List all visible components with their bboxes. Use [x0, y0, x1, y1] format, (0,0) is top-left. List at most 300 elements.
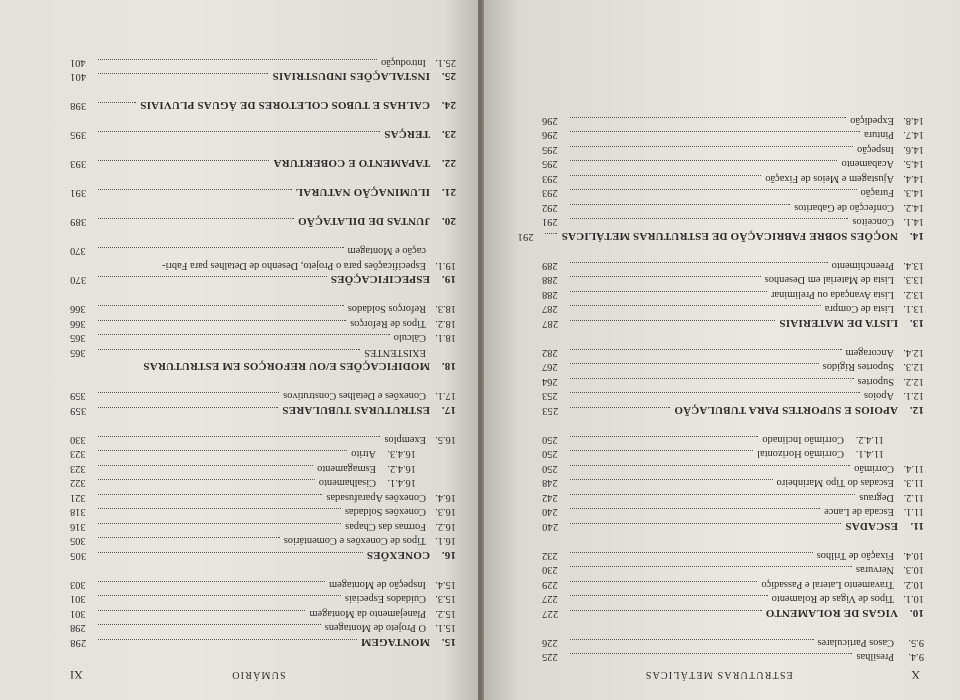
toc-entry-title: Conexões Aparafusadas: [326, 492, 426, 503]
left-toc-list: [517, 25, 924, 665]
dot-leader: [570, 262, 828, 264]
toc-entry-title: Cuidados Especiais: [344, 593, 426, 605]
toc-entry: [70, 317, 456, 332]
toc-entry-number: 16.5.: [435, 434, 456, 445]
toc-entry-number: 16.1.: [435, 535, 456, 547]
toc-entry-page: 389: [70, 216, 87, 228]
right-page-header: [70, 667, 458, 683]
toc-entry-page: 229: [542, 579, 558, 590]
toc-entry-number: 9.5.: [908, 637, 924, 648]
toc-entry-number: 10.4.: [903, 550, 924, 561]
toc-entry: [70, 578, 456, 593]
toc-entry: [70, 390, 456, 405]
toc-entry-page: 323: [70, 463, 86, 474]
toc-entry: [70, 462, 456, 477]
toc-entry-title: Acabamento: [841, 158, 894, 170]
toc-entry-title: ESCADAS: [845, 520, 898, 532]
toc-entry-title: Degraus: [859, 492, 894, 503]
toc-entry-page: 232: [542, 550, 558, 561]
toc-entry-number: 13.2.: [903, 289, 924, 300]
toc-entry-number: 14.8.: [903, 115, 924, 126]
toc-entry-title: Corrimão Inclinado: [762, 434, 844, 445]
toc-entry-title: Inspeção de Montagem: [329, 579, 426, 590]
toc-entry-page: 293: [542, 173, 558, 184]
right-toc-list: [70, 25, 456, 665]
toc-entry-number: 15.: [441, 636, 456, 648]
toc-entry-number: 18.1.: [435, 332, 456, 344]
toc-entry-number: 13.4.: [903, 260, 924, 271]
toc-entry: [542, 158, 924, 173]
toc-entry: [542, 477, 924, 492]
dot-leader: [98, 552, 363, 554]
toc-entry-title: Inspeção: [857, 144, 894, 155]
dot-leader: [570, 610, 762, 612]
toc-entry: [542, 462, 924, 477]
toc-chapter-entry: [542, 317, 924, 332]
toc-entry-page: 391: [70, 187, 87, 199]
dot-leader: [98, 248, 344, 250]
toc-entry-title: EXISTENTES: [364, 347, 426, 358]
toc-entry: [542, 143, 924, 158]
dot-leader: [570, 132, 860, 134]
toc-entry: [70, 607, 456, 622]
dot-leader: [570, 581, 757, 583]
dot-leader: [98, 262, 158, 263]
dot-leader: [570, 320, 775, 322]
dot-leader: [570, 393, 860, 395]
toc-entry-title: Cálculo: [393, 332, 426, 344]
toc-entry-number: 24.: [441, 99, 456, 112]
toc-entry-page: 227: [542, 608, 559, 619]
dot-leader: [570, 364, 819, 366]
toc-entry-number: 25.1.: [435, 57, 456, 68]
left-page-number: X: [911, 668, 920, 683]
toc-entry-title: Atrito: [351, 448, 376, 460]
toc-entry-title: cação e Montagem: [347, 245, 426, 257]
dot-leader: [570, 494, 855, 496]
dot-leader: [98, 480, 315, 482]
toc-entry-page: 366: [70, 318, 86, 329]
toc-entry-title: Ancoragem: [845, 347, 894, 358]
dot-leader: [570, 175, 761, 177]
toc-entry-page: 301: [70, 608, 86, 619]
toc-entry-title: Nervuras: [855, 564, 894, 576]
toc-entry-number: 16.2.: [435, 521, 456, 532]
toc-entry-title: Lista de Material em Desenhos: [764, 274, 894, 286]
toc-entry-page: 291: [542, 216, 558, 228]
dot-leader: [570, 480, 773, 482]
toc-entry-page: 398: [70, 100, 87, 112]
toc-entry-page: 230: [542, 564, 558, 576]
toc-entry-title: Travamento Lateral e Passadiço: [761, 579, 894, 590]
toc-entry-page: 296: [542, 115, 558, 126]
toc-entry-page: 322: [70, 477, 86, 489]
toc-entry-page: 323: [70, 448, 86, 460]
toc-entry: [542, 201, 924, 216]
toc-entry-number: 16.4.2.: [387, 463, 416, 474]
toc-entry: [542, 390, 924, 405]
toc-entry-number: 17.1.: [435, 390, 456, 402]
toc-entry-page: 296: [542, 129, 558, 141]
dot-leader: [570, 291, 767, 293]
dot-leader: [545, 233, 557, 235]
toc-entry-title: Conexões e Detalhes Construtivos: [283, 390, 426, 402]
toc-entry-number: 21.: [441, 186, 456, 199]
left-page: [482, 0, 960, 700]
toc-entry-page: 250: [542, 434, 558, 445]
toc-entry-title: Corrimão Horizontal: [757, 448, 844, 460]
toc-entry-page: 303: [70, 579, 86, 590]
toc-chapter-entry: [542, 520, 924, 535]
toc-chapter-entry: [70, 71, 456, 86]
toc-entry-page: 242: [542, 492, 558, 503]
toc-chapter-entry: [517, 230, 924, 245]
toc-entry-number: 14.2.: [903, 202, 924, 213]
toc-entry-number: 10.: [909, 607, 924, 619]
toc-entry-page: 240: [542, 521, 559, 532]
dot-leader: [98, 219, 294, 221]
toc-entry: [70, 622, 456, 637]
toc-entry-title: Reforços Soldados: [347, 303, 426, 315]
toc-entry-page: 293: [542, 187, 558, 199]
toc-entry-title: Exemplos: [384, 434, 426, 445]
toc-entry-title: TAPAMENTO E COBERTURA: [273, 157, 430, 170]
dot-leader: [98, 59, 377, 61]
toc-chapter-entry: [70, 636, 456, 651]
toc-entry-title: Esmagamento: [317, 463, 376, 474]
toc-entry-number: 19.: [441, 273, 456, 286]
toc-entry-page: 316: [70, 521, 86, 532]
dot-leader: [98, 320, 346, 322]
toc-entry: [70, 245, 456, 260]
toc-entry-page: 253: [542, 390, 558, 402]
toc-entry-page: 226: [542, 637, 558, 648]
toc-entry-title: Suportes Rígidos: [822, 361, 894, 373]
dot-leader: [570, 654, 852, 656]
toc-entry-title: ILUMINAÇÃO NATURAL: [295, 186, 430, 199]
toc-entry-title: Cisalhamento: [318, 477, 376, 489]
toc-entry-page: 295: [542, 144, 558, 155]
dot-leader: [98, 625, 321, 627]
toc-entry: [542, 346, 924, 361]
toc-entry: [542, 129, 924, 144]
toc-chapter-entry: [542, 607, 924, 622]
toc-entry-number: 11.3.: [903, 477, 924, 489]
toc-entry-page: 330: [70, 434, 86, 445]
toc-entry-title: CONEXÕES: [366, 549, 430, 561]
left-running-title: ESTRUTURAS METÁLICAS: [644, 669, 793, 681]
toc-chapter-entry: [70, 404, 456, 419]
toc-chapter-entry: [70, 129, 456, 144]
toc-entry-page: 250: [542, 448, 558, 460]
toc-entry-title: Especificações para o Projeto, Desenho de Detalhes para Fabri-: [162, 260, 426, 271]
dot-leader: [570, 190, 857, 192]
toc-entry: [542, 375, 924, 390]
toc-entry-number: 19.1.: [435, 260, 456, 271]
dot-leader: [570, 436, 758, 438]
toc-entry-number: 25.: [441, 70, 456, 83]
toc-entry-page: 288: [542, 289, 558, 300]
toc-entry-page: 370: [70, 274, 87, 286]
dot-leader: [98, 132, 380, 134]
dot-leader: [98, 465, 313, 467]
toc-chapter-entry: [70, 361, 456, 376]
toc-entry: [542, 578, 924, 593]
dot-leader: [570, 117, 846, 119]
toc-entry-number: 13.3.: [903, 274, 924, 286]
toc-entry: [542, 506, 924, 521]
toc-entry: [542, 303, 924, 318]
toc-entry: [70, 433, 456, 448]
toc-entry-title: Lista de Compra: [824, 303, 894, 315]
toc-entry: [542, 651, 924, 666]
toc-entry-page: 321: [70, 492, 86, 503]
toc-entry-number: 11.4.: [903, 463, 924, 474]
dot-leader: [570, 146, 853, 148]
dot-leader: [570, 219, 848, 221]
toc-entry-title: Furação: [860, 187, 894, 199]
toc-entry: [70, 448, 456, 463]
toc-entry-title: Tipos de Reforços: [350, 318, 426, 329]
toc-entry-number: 12.1.: [903, 390, 924, 402]
toc-entry-title: Expedição: [850, 115, 894, 126]
toc-entry-number: 16.4.: [435, 492, 456, 503]
toc-entry: [542, 187, 924, 202]
dot-leader: [98, 581, 325, 583]
toc-entry: [70, 477, 456, 492]
toc-entry-number: 12.: [909, 404, 924, 416]
toc-entry-number: 18.2.: [435, 318, 456, 329]
dot-leader: [570, 349, 842, 351]
toc-entry-title: Apoios: [863, 390, 894, 402]
toc-entry-number: 14.6.: [903, 144, 924, 155]
toc-entry-page: 305: [70, 535, 86, 547]
dot-leader: [570, 509, 820, 511]
dot-leader: [98, 596, 341, 598]
toc-entry: [542, 549, 924, 564]
toc-chapter-entry: [542, 404, 924, 419]
toc-entry: [542, 448, 924, 463]
toc-entry-title: Tipos de Conexões e Comentários: [283, 535, 426, 547]
dot-leader: [98, 364, 139, 365]
toc-entry: [542, 433, 924, 448]
toc-entry-page: 298: [70, 637, 87, 648]
toc-entry-page: 248: [542, 477, 558, 489]
toc-entry-number: 14.5.: [903, 158, 924, 170]
dot-leader: [98, 190, 292, 192]
toc-entry-number: 12.3.: [903, 361, 924, 373]
toc-entry: [70, 303, 456, 318]
toc-entry-page: 359: [70, 405, 87, 416]
toc-entry-number: 22.: [441, 157, 456, 170]
toc-entry-title: Escadas do Tipo Marinheiro: [776, 477, 894, 489]
dot-leader: [98, 494, 322, 496]
toc-entry-title: JUNTAS DE DILATAÇÃO: [297, 215, 430, 228]
toc-entry-page: 305: [70, 550, 87, 561]
toc-chapter-entry: [70, 158, 456, 173]
toc-entry-page: 287: [542, 303, 558, 315]
toc-entry: [542, 361, 924, 376]
toc-entry: [70, 506, 456, 521]
toc-entry-number: 13.1.: [903, 303, 924, 315]
toc-entry-page: 318: [70, 506, 86, 518]
toc-entry-number: 9.4.: [908, 651, 924, 663]
toc-entry-title: Suportes: [857, 376, 894, 387]
dot-leader: [570, 407, 670, 409]
toc-entry-number: 15.2.: [435, 608, 456, 619]
toc-entry-title: Fixação de Trilhos: [816, 550, 894, 561]
toc-entry: [542, 593, 924, 608]
toc-entry-page: 240: [542, 506, 558, 518]
toc-entry-number: 23.: [441, 128, 456, 141]
toc-entry-page: 292: [542, 202, 558, 213]
toc-entry-page: 225: [542, 651, 558, 663]
toc-entry-number: 17.: [441, 404, 456, 416]
toc-entry: [70, 520, 456, 535]
toc-entry-page: 250: [542, 463, 558, 474]
toc-entry-title: INSTALAÇÕES INDUSTRIAIS: [272, 70, 430, 83]
toc-entry-page: 267: [542, 361, 558, 373]
toc-entry-number: 15.3.: [435, 593, 456, 605]
toc-chapter-entry: [70, 100, 456, 115]
toc-entry-title: Introdução: [380, 57, 426, 68]
toc-entry-title: Lista Avançada ou Preliminar: [770, 289, 894, 300]
toc-entry-number: 14.3.: [903, 187, 924, 199]
toc-entry-page: 393: [70, 158, 87, 170]
dot-leader: [98, 523, 341, 525]
toc-entry-number: 20.: [441, 215, 456, 228]
toc-entry-number: 11.4.1.: [855, 448, 884, 460]
toc-entry: [70, 535, 456, 550]
dot-leader: [570, 567, 852, 569]
toc-entry-title: Planejamento da Montagem: [309, 608, 426, 619]
toc-chapter-entry: [70, 187, 456, 202]
toc-entry: [70, 259, 456, 274]
toc-entry-page: 365: [70, 347, 86, 358]
toc-entry-number: 14.: [909, 230, 924, 242]
toc-entry-number: 12.4.: [903, 347, 924, 358]
toc-entry-page: 301: [70, 593, 86, 605]
toc-entry: [542, 274, 924, 289]
toc-entry-title: Confecção de Gabaritos: [794, 202, 894, 213]
dot-leader: [570, 277, 761, 279]
toc-entry-number: 14.7.: [903, 129, 924, 141]
toc-entry: [70, 491, 456, 506]
toc-entry-number: 10.3.: [903, 564, 924, 576]
toc-chapter-entry: [70, 549, 456, 564]
toc-entry-number: 16.4.1.: [387, 477, 416, 489]
toc-entry-title: ESTRUTURAS TUBULARES: [282, 404, 430, 416]
dot-leader: [570, 465, 850, 467]
dot-leader: [98, 393, 279, 395]
dot-leader: [98, 451, 347, 453]
toc-entry-number: 14.1.: [903, 216, 924, 228]
toc-entry-page: 264: [542, 376, 558, 387]
dot-leader: [570, 639, 814, 641]
toc-entry-title: O Projeto de Montagens: [324, 622, 426, 634]
toc-entry-number: 10.1.: [903, 593, 924, 605]
toc-entry-title: Casos Particulares: [817, 637, 894, 648]
toc-entry-page: 289: [542, 260, 558, 271]
toc-entry: [542, 216, 924, 231]
toc-entry-title: Tipos de Vigas de Rolamento: [771, 593, 894, 605]
toc-entry-number: 16.3.: [435, 506, 456, 518]
dot-leader: [570, 378, 854, 380]
dot-leader: [98, 538, 280, 540]
dot-leader: [98, 639, 357, 641]
toc-entry-page: 288: [542, 274, 558, 286]
dot-leader: [98, 306, 344, 308]
toc-entry-title: MODIFICAÇÕES E/OU REFORÇOS EM ESTRUTURAS: [143, 360, 430, 373]
toc-entry-title: VIGAS DE ROLAMENTO: [765, 607, 898, 619]
toc-entry: [542, 114, 924, 129]
toc-entry-title: ESPECIFICAÇÕES: [330, 273, 430, 286]
dot-leader: [570, 204, 790, 206]
dot-leader: [98, 103, 136, 105]
toc-entry: [542, 288, 924, 303]
toc-entry-title: Ajustagem e Meios de Fixação: [765, 173, 894, 184]
toc-entry-page: 282: [542, 347, 558, 358]
dot-leader: [98, 610, 305, 612]
toc-chapter-entry: [70, 274, 456, 289]
dot-leader: [98, 436, 380, 438]
dot-leader: [570, 306, 821, 308]
toc-entry-title: TERÇAS: [384, 128, 430, 141]
dot-leader: [570, 596, 768, 598]
toc-entry-number: 13.: [909, 317, 924, 329]
toc-entry-number: 11.1.: [903, 506, 924, 518]
toc-entry-page: 287: [542, 318, 559, 329]
dot-leader: [98, 335, 390, 337]
dot-leader: [98, 277, 327, 279]
dot-leader: [570, 161, 837, 163]
toc-entry-number: 16.4.3.: [387, 448, 416, 460]
dot-leader: [98, 74, 268, 76]
toc-entry: [70, 332, 456, 347]
toc-entry: [542, 564, 924, 579]
dot-leader: [98, 509, 341, 511]
toc-entry: [70, 593, 456, 608]
toc-entry: [542, 259, 924, 274]
left-page-header: [502, 667, 920, 683]
toc-entry-page: 359: [70, 390, 86, 402]
toc-chapter-entry: [70, 216, 456, 231]
toc-entry-title: APOIOS E SUPORTES PARA TUBULAÇÃO: [674, 404, 898, 416]
right-page: [0, 0, 478, 700]
toc-entry-title: Pintura: [863, 129, 894, 141]
toc-entry: [542, 491, 924, 506]
toc-entry-title: Corrimão: [854, 463, 894, 474]
dot-leader: [570, 523, 841, 525]
toc-entry-title: CALHAS E TUBOS COLETORES DE ÁGUAS PLUVIAIS: [140, 99, 430, 112]
toc-entry-number: 15.1.: [435, 622, 456, 634]
toc-entry-page: 295: [542, 158, 558, 170]
toc-entry-title: Formas das Chapas: [345, 521, 426, 532]
dot-leader: [98, 161, 269, 163]
dot-leader: [570, 552, 813, 554]
toc-entry-page: 395: [70, 129, 87, 141]
toc-entry-page: 291: [517, 231, 534, 242]
toc-entry-title: MONTAGEM: [360, 636, 430, 648]
toc-entry-title: Conceitos: [852, 216, 894, 228]
toc-entry-title: Presilhas: [856, 651, 894, 663]
toc-entry-page: 370: [70, 245, 86, 257]
toc-entry-page: 401: [70, 57, 86, 68]
toc-entry-page: 366: [70, 303, 86, 315]
toc-entry-page: 401: [70, 71, 87, 83]
toc-entry-number: 18.3.: [435, 303, 456, 315]
toc-entry: [70, 346, 456, 361]
